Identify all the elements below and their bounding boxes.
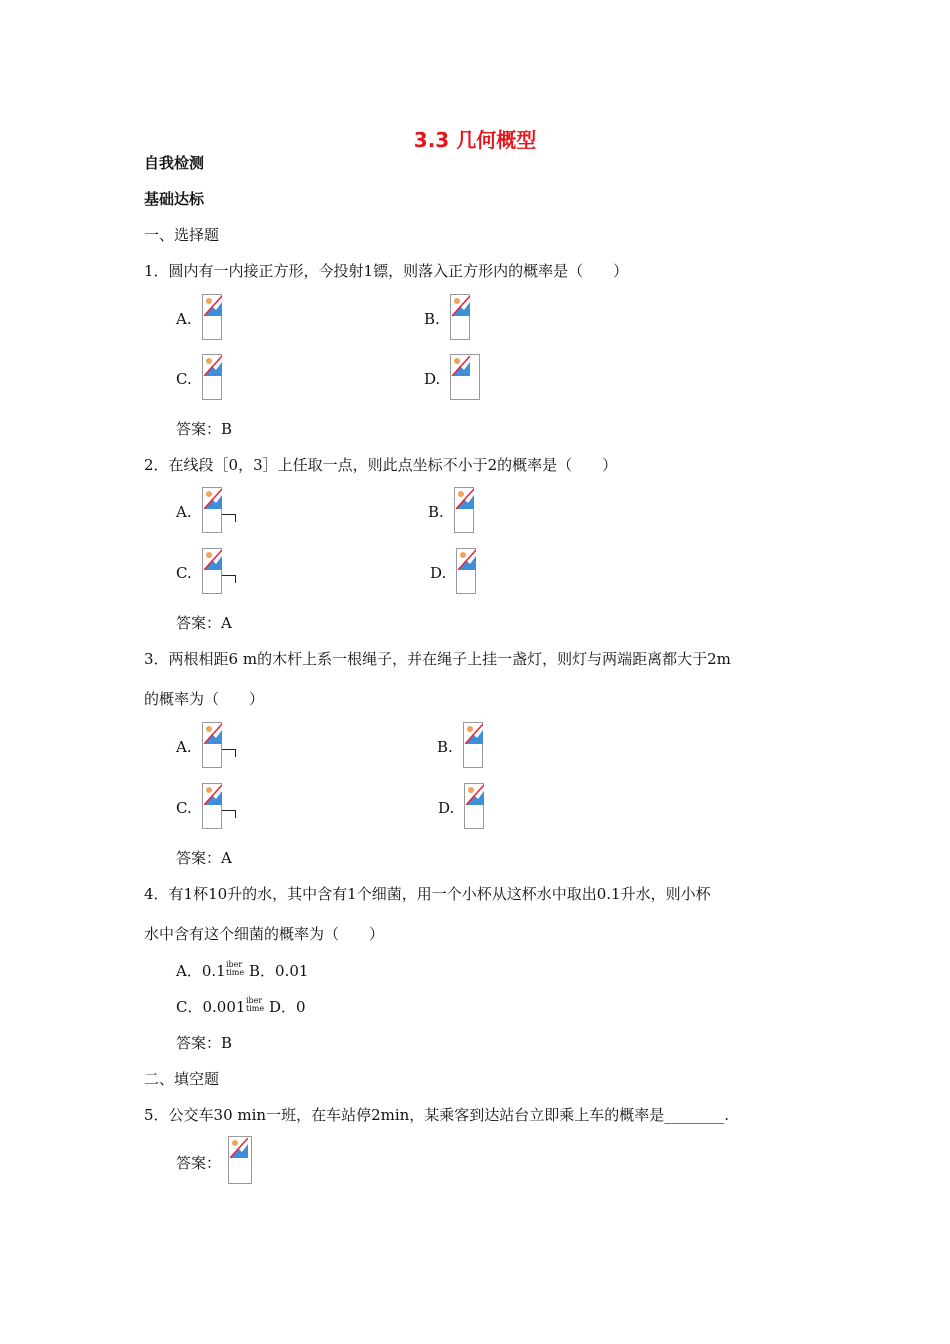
broken-image-icon [228, 1136, 252, 1184]
q1-option-c-label: C. [176, 370, 192, 388]
q1-option-d-label: D. [424, 370, 441, 388]
q3-option-c-label: C. [176, 799, 192, 817]
q4-artifact-bottom: time [246, 1004, 265, 1013]
broken-image-icon [202, 783, 222, 829]
q2-option-a-label: A. [176, 503, 192, 521]
q5-answer: 答案： [176, 1154, 222, 1172]
q1-answer: 答案：B [176, 420, 233, 438]
q4-artifact-bottom: time [226, 968, 245, 977]
q1-option-a-label: A. [176, 310, 192, 328]
q1-option-b-label: B. [424, 310, 440, 328]
q4-option-d: D．0 [269, 998, 306, 1016]
q4-answer: 答案：B [176, 1034, 233, 1052]
broken-image-icon [463, 722, 483, 768]
section-self-check: 自我检测 [144, 154, 205, 172]
q4-artifact-top: iber [246, 996, 263, 1005]
broken-image-icon [450, 294, 470, 340]
question-1-stem: 1．圆内有一内接正方形，今投射1镖，则落入正方形内的概率是（ ） [144, 262, 629, 280]
broken-image-icon [456, 548, 476, 594]
bracket-mark [222, 575, 236, 583]
broken-image-icon [202, 487, 222, 533]
q4-option-c: C．0.001 [176, 998, 246, 1016]
q4-option-b: B．0.01 [249, 962, 309, 980]
part-fill-in: 二、填空题 [144, 1070, 220, 1088]
question-2-stem: 2．在线段［0，3］上任取一点，则此点坐标不小于2的概率是（ ） [144, 456, 618, 474]
section-basic: 基础达标 [144, 190, 205, 208]
question-3-stem-line1: 3．两根相距6 m的木杆上系一根绳子，并在绳子上挂一盏灯，则灯与两端距离都大于2m [144, 650, 731, 668]
broken-image-icon [454, 487, 474, 533]
q2-option-d-label: D. [430, 564, 447, 582]
broken-image-icon [202, 722, 222, 768]
q4-option-a: A．0.1 [176, 962, 226, 980]
bracket-mark [222, 810, 236, 818]
q3-answer: 答案：A [176, 849, 232, 867]
bracket-mark [222, 749, 236, 757]
q2-option-c-label: C. [176, 564, 192, 582]
question-3-stem-line2: 的概率为（ ） [144, 690, 265, 708]
q4-artifact-top: iber [226, 960, 243, 969]
q3-option-a-label: A. [176, 738, 192, 756]
q2-option-b-label: B. [428, 503, 444, 521]
page-title: 3.3 几何概型 [413, 128, 537, 152]
question-5-stem: 5．公交车30 min一班，在车站停2min，某乘客到达站台立即乘上车的概率是________. [144, 1106, 730, 1124]
question-4-stem-line2: 水中含有这个细菌的概率为（ ） [144, 925, 385, 943]
part-multiple-choice: 一、选择题 [144, 226, 220, 244]
q3-option-d-label: D. [438, 799, 455, 817]
broken-image-icon [202, 294, 222, 340]
broken-image-icon [202, 548, 222, 594]
q2-answer: 答案：A [176, 614, 232, 632]
bracket-mark [222, 514, 236, 522]
q3-option-b-label: B. [437, 738, 453, 756]
broken-image-icon [202, 354, 222, 400]
question-4-stem-line1: 4．有1杯10升的水，其中含有1个细菌，用一个小杯从这杯水中取出0.1升水，则小杯 [144, 885, 711, 903]
broken-image-icon [450, 354, 480, 400]
broken-image-icon [464, 783, 484, 829]
